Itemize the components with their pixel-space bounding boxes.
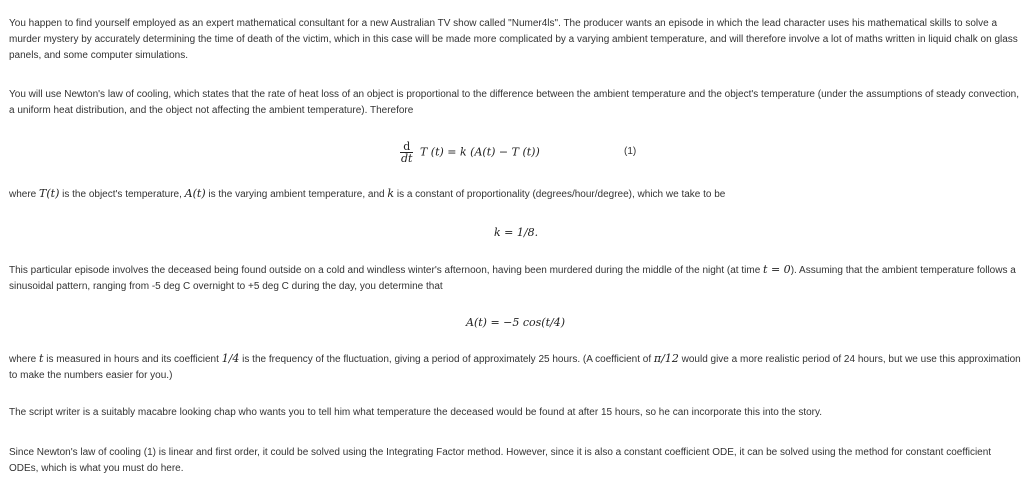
text-fragment: is the varying ambient temperature, and	[205, 189, 388, 200]
text-fragment: would give a more realistic period of 24 hours, but we use this approximation to make the numbers easier for you.)	[9, 354, 1021, 381]
script-writer-paragraph: The script writer is a suitably macabre looking chap who wants you to tell him what temperature the deceased would be found at after 15 hours, so he can incorporate this into the story.	[9, 407, 823, 418]
math-A: A(t)	[184, 187, 206, 200]
text-fragment: is the frequency of the fluctuation, giving a period of approximately 25 hours. (A coefficient of	[239, 354, 654, 365]
text-fragment: This particular episode involves the deceased being found outside on a cold and windless winter's afternoon, having been murdered during the middle of the night (at time	[9, 265, 764, 276]
episode-paragraph	[9, 262, 1021, 295]
ambient-temperature-equation: A(t) = −5 cos(t/4)	[466, 316, 566, 329]
math-pi-over-12: π/12	[653, 352, 679, 365]
derivative-fraction	[400, 141, 413, 164]
intro-paragraph: You happen to find yourself employed as an expert mathematical consultant for a new Australian TV show called "Numer4ls". The producer wants an episode in which the lead character uses his mathematical skills to solve a murder mystery by accurately determining the time of death of the victim, which in this case will be made more complicated by a varying ambient temperature, and will therefore involve a lot of maths written in liquid chalk on glass panels, and some computer simulations.	[9, 18, 1018, 61]
text-fragment: is a constant of proportionality (degrees/hour/degree), which we take to be	[394, 189, 726, 200]
definitions-paragraph	[9, 186, 1021, 203]
text-fragment: is the object's temperature,	[59, 189, 185, 200]
text-fragment: where	[9, 189, 40, 200]
method-paragraph: Since Newton's law of cooling (1) is linear and first order, it could be solved using the Integrating Factor method. However, since it is also a constant coefficient ODE, it can be solved using the method for constant coefficient ODEs, which is what you must do here.	[9, 447, 992, 474]
derivative-denominator: dt	[401, 152, 413, 165]
derivative-numerator: d	[403, 140, 411, 153]
text-fragment: where	[9, 354, 40, 365]
math-t-zero: t = 0	[763, 263, 791, 276]
text-fragment: ). Assuming that the ambient temperature follows a sinusoidal pattern, ranging from -5 deg C overnight to +5 deg C during the day, you determine that	[9, 265, 1016, 292]
text-fragment: is measured in hours and its coefficient	[43, 354, 222, 365]
frequency-paragraph	[9, 351, 1021, 384]
math-k: k	[387, 187, 395, 200]
k-value-equation: k = 1/8.	[494, 226, 539, 239]
cooling-equation	[400, 141, 540, 164]
math-T: T(t)	[39, 187, 60, 200]
newton-law-paragraph: You will use Newton's law of cooling, which states that the rate of heat loss of an object is proportional to the difference between the ambient temperature and the object's temperature (under the assumptions of steady convection, a uniform heat distribution, and the object not affecting the ambient temperature). Therefore	[9, 89, 1019, 116]
math-quarter: 1/4	[221, 352, 240, 365]
math-t: t	[39, 352, 44, 365]
equation-body: T (t) = k (A(t) − T (t))	[419, 145, 540, 159]
equation-number: (1)	[624, 146, 637, 157]
